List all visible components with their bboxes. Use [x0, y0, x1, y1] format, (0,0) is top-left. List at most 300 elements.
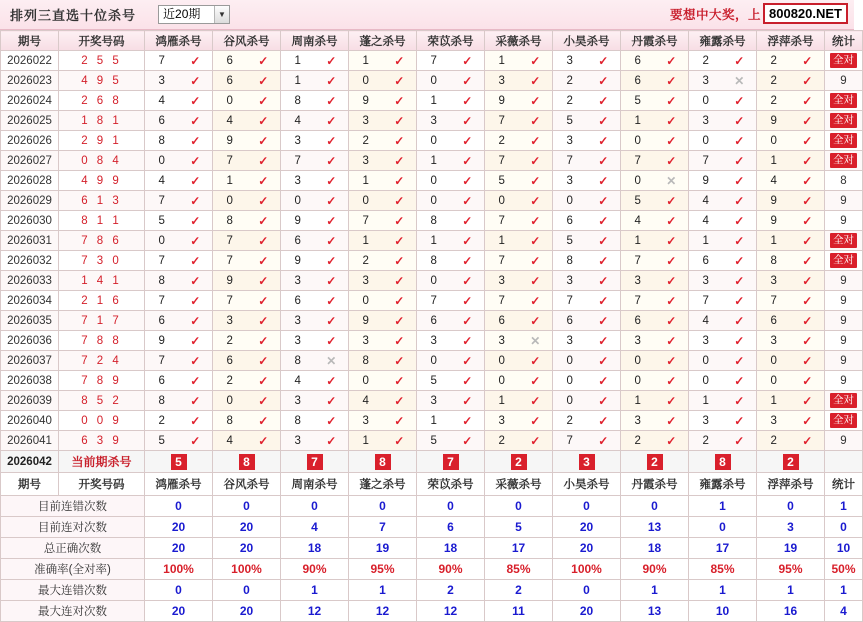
summary-col-header-5[interactable]: 蓬之杀号	[349, 473, 417, 496]
expert-kill-number: 0	[702, 94, 709, 107]
cell-expert-4	[417, 391, 485, 411]
expert-kill-number: 3	[226, 314, 233, 327]
current-kill-number: 2	[647, 454, 663, 470]
period-select[interactable]	[158, 5, 230, 24]
summary-value: 20	[213, 601, 281, 622]
table-row	[1, 91, 863, 111]
cell-expert-1	[213, 271, 281, 291]
expert-kill-number: 6	[226, 54, 233, 67]
expert-kill-number: 8	[158, 134, 165, 147]
check-icon: ✓	[802, 273, 813, 288]
expert-kill-number: 1	[226, 174, 233, 187]
expert-kill-number: 4	[702, 314, 709, 327]
expert-kill-number: 7	[770, 294, 777, 307]
check-icon: ✓	[326, 113, 337, 128]
cell-stat: 9	[825, 271, 863, 291]
check-icon: ✓	[394, 433, 405, 448]
expert-kill-number: 9	[362, 314, 369, 327]
cell-expert-9	[757, 171, 825, 191]
expert-kill-number: 0	[362, 194, 369, 207]
expert-kill-number: 7	[702, 294, 709, 307]
check-icon: ✓	[530, 273, 541, 288]
expert-kill-number: 0	[498, 374, 505, 387]
cell-expert-6	[553, 411, 621, 431]
expert-kill-number: 1	[634, 114, 641, 127]
check-icon: ✓	[530, 53, 541, 68]
cell-expert-1	[213, 351, 281, 371]
cell-expert-9	[757, 251, 825, 271]
expert-kill-number: 3	[702, 114, 709, 127]
summary-col-header-2[interactable]: 鸿雁杀号	[145, 473, 213, 496]
summary-value: 17	[485, 538, 553, 559]
current-kill-cell-5	[485, 451, 553, 473]
period-select-wrapper[interactable]	[158, 5, 230, 24]
cell-expert-9	[757, 291, 825, 311]
expert-kill-number: 0	[634, 354, 641, 367]
check-icon: ✓	[734, 153, 745, 168]
summary-col-header-1[interactable]: 开奖号码	[59, 473, 145, 496]
check-icon: ✓	[530, 153, 541, 168]
cell-expert-1	[213, 291, 281, 311]
check-icon: ✓	[530, 253, 541, 268]
summary-col-header-8[interactable]: 小昊杀号	[553, 473, 621, 496]
cell-expert-2	[281, 211, 349, 231]
expert-kill-number: 2	[362, 254, 369, 267]
expert-kill-number: 1	[294, 74, 301, 87]
summary-col-header-6[interactable]: 荣苡杀号	[417, 473, 485, 496]
summary-col-header-4[interactable]: 周南杀号	[281, 473, 349, 496]
check-icon: ✓	[462, 233, 473, 248]
expert-kill-number: 2	[770, 74, 777, 87]
check-icon: ✓	[462, 313, 473, 328]
check-icon: ✓	[734, 433, 745, 448]
check-icon: ✓	[530, 213, 541, 228]
summary-col-header-10[interactable]: 雍露杀号	[689, 473, 757, 496]
cell-expert-8	[689, 151, 757, 171]
expert-kill-number: 6	[566, 314, 573, 327]
cell-expert-6	[553, 311, 621, 331]
cell-expert-0	[145, 291, 213, 311]
col-header-7[interactable]: 采薇杀号	[485, 31, 553, 51]
check-icon: ✓	[326, 213, 337, 228]
summary-col-header-0[interactable]: 期号	[1, 473, 59, 496]
expert-kill-number: 6	[770, 314, 777, 327]
current-kill-cell-1	[213, 451, 281, 473]
summary-value: 19	[349, 538, 417, 559]
check-icon: ✓	[598, 313, 609, 328]
cell-expert-0	[145, 411, 213, 431]
summary-value: 1	[689, 580, 757, 601]
check-icon: ✓	[190, 153, 201, 168]
cell-expert-1	[213, 171, 281, 191]
check-icon: ✓	[394, 393, 405, 408]
cell-expert-6	[553, 171, 621, 191]
col-header-12[interactable]: 统计	[825, 31, 863, 51]
cell-expert-1	[213, 191, 281, 211]
expert-kill-number: 1	[770, 234, 777, 247]
cell-expert-5	[485, 271, 553, 291]
check-icon: ✓	[598, 153, 609, 168]
cell-expert-2	[281, 291, 349, 311]
current-kill-number: 5	[171, 454, 187, 470]
expert-kill-number: 2	[702, 54, 709, 67]
cell-expert-0	[145, 71, 213, 91]
expert-kill-number: 7	[498, 254, 505, 267]
table-row	[1, 111, 863, 131]
check-icon: ✓	[462, 293, 473, 308]
expert-kill-number: 5	[566, 114, 573, 127]
col-header-4[interactable]: 周南杀号	[281, 31, 349, 51]
check-icon: ✓	[326, 433, 337, 448]
cell-draw-code: 7 1 7	[59, 311, 145, 331]
check-icon: ✓	[394, 113, 405, 128]
cell-expert-8	[689, 431, 757, 451]
check-icon: ✓	[802, 113, 813, 128]
expert-kill-number: 7	[226, 154, 233, 167]
current-kill-number: 8	[715, 454, 731, 470]
col-header-1[interactable]: 开奖号码	[59, 31, 145, 51]
expert-kill-number: 2	[566, 74, 573, 87]
expert-kill-number: 4	[770, 174, 777, 187]
cell-expert-1	[213, 371, 281, 391]
expert-kill-number: 2	[770, 434, 777, 447]
col-header-6[interactable]: 荣苡杀号	[417, 31, 485, 51]
col-header-2[interactable]: 鸿雁杀号	[145, 31, 213, 51]
expert-kill-number: 9	[294, 214, 301, 227]
table-row	[1, 331, 863, 351]
expert-kill-number: 8	[158, 274, 165, 287]
expert-kill-number: 3	[566, 134, 573, 147]
check-icon: ✓	[258, 333, 269, 348]
expert-kill-number: 0	[430, 74, 437, 87]
check-icon: ✓	[394, 133, 405, 148]
summary-value: 16	[757, 601, 825, 622]
summary-value: 95%	[757, 559, 825, 580]
cell-expert-5	[485, 91, 553, 111]
check-icon: ✓	[258, 233, 269, 248]
expert-kill-number: 0	[294, 194, 301, 207]
check-icon: ✓	[734, 393, 745, 408]
cell-issue: 2026033	[1, 271, 59, 291]
expert-kill-number: 3	[294, 434, 301, 447]
cell-expert-2	[281, 351, 349, 371]
cell-expert-4	[417, 311, 485, 331]
summary-value: 100%	[213, 559, 281, 580]
expert-kill-number: 3	[362, 414, 369, 427]
cell-stat: 9	[825, 351, 863, 371]
cell-expert-9	[757, 91, 825, 111]
cell-issue: 2026029	[1, 191, 59, 211]
expert-kill-number: 5	[566, 234, 573, 247]
cell-expert-3	[349, 211, 417, 231]
expert-kill-number: 6	[634, 314, 641, 327]
check-icon: ✓	[598, 53, 609, 68]
expert-kill-number: 4	[634, 214, 641, 227]
cell-expert-7	[621, 171, 689, 191]
expert-kill-number: 1	[430, 414, 437, 427]
check-icon: ✓	[326, 193, 337, 208]
cell-expert-2	[281, 191, 349, 211]
col-header-0[interactable]: 期号	[1, 31, 59, 51]
check-icon: ✓	[734, 233, 745, 248]
table-row	[1, 271, 863, 291]
summary-value: 7	[349, 517, 417, 538]
cell-expert-9	[757, 151, 825, 171]
expert-kill-number: 0	[362, 374, 369, 387]
expert-kill-number: 2	[634, 434, 641, 447]
summary-stat: 0	[825, 517, 863, 538]
cell-expert-2	[281, 151, 349, 171]
summary-value: 85%	[689, 559, 757, 580]
col-header-3[interactable]: 谷风杀号	[213, 31, 281, 51]
check-icon: ✓	[598, 333, 609, 348]
check-icon: ✓	[530, 233, 541, 248]
cell-expert-2	[281, 231, 349, 251]
expert-kill-number: 6	[430, 314, 437, 327]
cell-expert-6	[553, 431, 621, 451]
expert-kill-number: 3	[362, 334, 369, 347]
cell-expert-8	[689, 231, 757, 251]
cell-expert-9	[757, 351, 825, 371]
col-header-11[interactable]: 浮萍杀号	[757, 31, 825, 51]
cell-draw-code: 7 3 0	[59, 251, 145, 271]
summary-value: 19	[757, 538, 825, 559]
check-icon: ✓	[734, 353, 745, 368]
cell-expert-8	[689, 91, 757, 111]
expert-kill-number: 0	[362, 294, 369, 307]
cell-issue: 2026039	[1, 391, 59, 411]
cell-draw-code: 7 8 6	[59, 231, 145, 251]
cell-issue: 2026037	[1, 351, 59, 371]
summary-value: 5	[485, 517, 553, 538]
expert-kill-number: 0	[566, 354, 573, 367]
check-icon: ✓	[258, 133, 269, 148]
chevron-down-icon[interactable]: ▼	[214, 6, 229, 23]
check-icon: ✓	[530, 313, 541, 328]
expert-kill-number: 7	[634, 154, 641, 167]
expert-kill-number: 3	[634, 414, 641, 427]
check-icon: ✓	[190, 393, 201, 408]
cell-expert-9	[757, 391, 825, 411]
cell-expert-2	[281, 411, 349, 431]
cell-expert-8	[689, 111, 757, 131]
check-icon: ✓	[462, 93, 473, 108]
expert-kill-number: 2	[770, 54, 777, 67]
check-icon: ✓	[530, 353, 541, 368]
current-kill-number: 8	[375, 454, 391, 470]
cell-issue: 2026028	[1, 171, 59, 191]
check-icon: ✓	[802, 353, 813, 368]
cell-expert-5	[485, 51, 553, 71]
summary-row-label: 总正确次数	[1, 538, 145, 559]
cell-expert-7	[621, 131, 689, 151]
col-header-5[interactable]: 蓬之杀号	[349, 31, 417, 51]
summary-value: 0	[213, 496, 281, 517]
expert-kill-number: 6	[294, 234, 301, 247]
check-icon: ✓	[462, 73, 473, 88]
expert-kill-number: 3	[362, 114, 369, 127]
summary-col-header-7[interactable]: 采薇杀号	[485, 473, 553, 496]
cell-expert-5	[485, 71, 553, 91]
cell-expert-9	[757, 411, 825, 431]
check-icon: ✓	[462, 113, 473, 128]
cell-expert-4	[417, 171, 485, 191]
check-icon: ✓	[190, 273, 201, 288]
cell-issue: 2026024	[1, 91, 59, 111]
cell-expert-4	[417, 231, 485, 251]
cell-draw-code: 1 4 1	[59, 271, 145, 291]
summary-value: 13	[621, 517, 689, 538]
cell-expert-7	[621, 411, 689, 431]
summary-stat: 1	[825, 580, 863, 601]
check-icon: ✓	[190, 93, 201, 108]
summary-col-header-11[interactable]: 浮萍杀号	[757, 473, 825, 496]
current-kill-cell-8	[689, 451, 757, 473]
check-icon: ✓	[598, 213, 609, 228]
check-icon: ✓	[190, 73, 201, 88]
check-icon: ✓	[734, 313, 745, 328]
expert-kill-number: 3	[498, 414, 505, 427]
cell-expert-5	[485, 191, 553, 211]
cell-expert-6	[553, 71, 621, 91]
expert-kill-number: 1	[430, 154, 437, 167]
promo-banner[interactable]	[670, 3, 848, 24]
current-kill-number: 3	[579, 454, 595, 470]
cell-expert-4	[417, 371, 485, 391]
cell-draw-code: 4 9 5	[59, 71, 145, 91]
check-icon: ✓	[258, 173, 269, 188]
check-icon: ✓	[394, 293, 405, 308]
summary-value: 20	[553, 517, 621, 538]
check-icon: ✓	[598, 73, 609, 88]
cell-expert-9	[757, 191, 825, 211]
check-icon: ✓	[802, 193, 813, 208]
check-icon: ✓	[258, 253, 269, 268]
summary-value: 0	[553, 580, 621, 601]
table-row	[1, 231, 863, 251]
expert-kill-number: 3	[294, 394, 301, 407]
cell-expert-5	[485, 111, 553, 131]
expert-kill-number: 2	[226, 374, 233, 387]
expert-kill-number: 5	[158, 434, 165, 447]
summary-value: 20	[553, 601, 621, 622]
check-icon: ✓	[326, 393, 337, 408]
status-badge: 全对	[830, 253, 857, 268]
summary-value: 18	[417, 538, 485, 559]
check-icon: ✓	[598, 433, 609, 448]
check-icon: ✓	[734, 213, 745, 228]
cell-expert-6	[553, 131, 621, 151]
expert-kill-number: 7	[158, 194, 165, 207]
check-icon: ✓	[802, 73, 813, 88]
check-icon: ✓	[530, 433, 541, 448]
expert-kill-number: 7	[498, 294, 505, 307]
check-icon: ✓	[190, 213, 201, 228]
cell-stat: 8	[825, 171, 863, 191]
cell-expert-4	[417, 151, 485, 171]
cell-expert-8	[689, 351, 757, 371]
expert-kill-number: 7	[158, 254, 165, 267]
expert-kill-number: 9	[362, 94, 369, 107]
cell-draw-code: 0 0 9	[59, 411, 145, 431]
summary-col-header-9[interactable]: 丹霞杀号	[621, 473, 689, 496]
expert-kill-number: 0	[566, 374, 573, 387]
cell-expert-1	[213, 51, 281, 71]
cell-expert-0	[145, 391, 213, 411]
cell-expert-2	[281, 431, 349, 451]
expert-kill-number: 3	[294, 314, 301, 327]
check-icon: ✓	[326, 93, 337, 108]
check-icon: ✓	[666, 273, 677, 288]
cross-icon: ✕	[326, 353, 337, 368]
check-icon: ✓	[394, 333, 405, 348]
expert-kill-number: 0	[158, 234, 165, 247]
expert-kill-number: 7	[362, 214, 369, 227]
check-icon: ✓	[802, 413, 813, 428]
expert-kill-number: 0	[634, 134, 641, 147]
expert-kill-number: 3	[702, 414, 709, 427]
cell-draw-code: 7 8 9	[59, 371, 145, 391]
check-icon: ✓	[462, 173, 473, 188]
expert-kill-number: 9	[158, 334, 165, 347]
cell-expert-9	[757, 111, 825, 131]
col-header-10[interactable]: 雍露杀号	[689, 31, 757, 51]
current-kill-number: 2	[783, 454, 799, 470]
expert-kill-number: 3	[498, 334, 505, 347]
status-badge: 全对	[830, 233, 857, 248]
check-icon: ✓	[462, 353, 473, 368]
check-icon: ✓	[258, 213, 269, 228]
check-icon: ✓	[666, 433, 677, 448]
summary-value: 1	[349, 580, 417, 601]
check-icon: ✓	[258, 373, 269, 388]
expert-kill-number: 6	[158, 314, 165, 327]
expert-kill-number: 0	[634, 374, 641, 387]
cell-expert-5	[485, 131, 553, 151]
summary-value: 0	[621, 496, 689, 517]
expert-kill-number: 5	[158, 214, 165, 227]
cell-expert-4	[417, 191, 485, 211]
expert-kill-number: 7	[634, 254, 641, 267]
cell-expert-3	[349, 271, 417, 291]
cell-expert-3	[349, 411, 417, 431]
check-icon: ✓	[530, 133, 541, 148]
expert-kill-number: 4	[702, 214, 709, 227]
check-icon: ✓	[190, 133, 201, 148]
table-row	[1, 431, 863, 451]
col-header-8[interactable]: 小昊杀号	[553, 31, 621, 51]
expert-kill-number: 0	[770, 374, 777, 387]
cell-expert-0	[145, 251, 213, 271]
summary-row	[1, 538, 863, 559]
cell-issue: 2026040	[1, 411, 59, 431]
current-kill-cell-4	[417, 451, 485, 473]
expert-kill-number: 0	[770, 134, 777, 147]
cell-expert-4	[417, 51, 485, 71]
summary-col-header-12[interactable]: 统计	[825, 473, 863, 496]
summary-col-header-3[interactable]: 谷风杀号	[213, 473, 281, 496]
cell-draw-code: 7 8 8	[59, 331, 145, 351]
summary-value: 3	[757, 517, 825, 538]
check-icon: ✓	[394, 353, 405, 368]
cell-draw-code: 8 5 2	[59, 391, 145, 411]
check-icon: ✓	[530, 193, 541, 208]
cell-expert-3	[349, 231, 417, 251]
expert-kill-number: 7	[566, 434, 573, 447]
expert-kill-number: 6	[634, 74, 641, 87]
col-header-9[interactable]: 丹霞杀号	[621, 31, 689, 51]
expert-kill-number: 9	[770, 114, 777, 127]
